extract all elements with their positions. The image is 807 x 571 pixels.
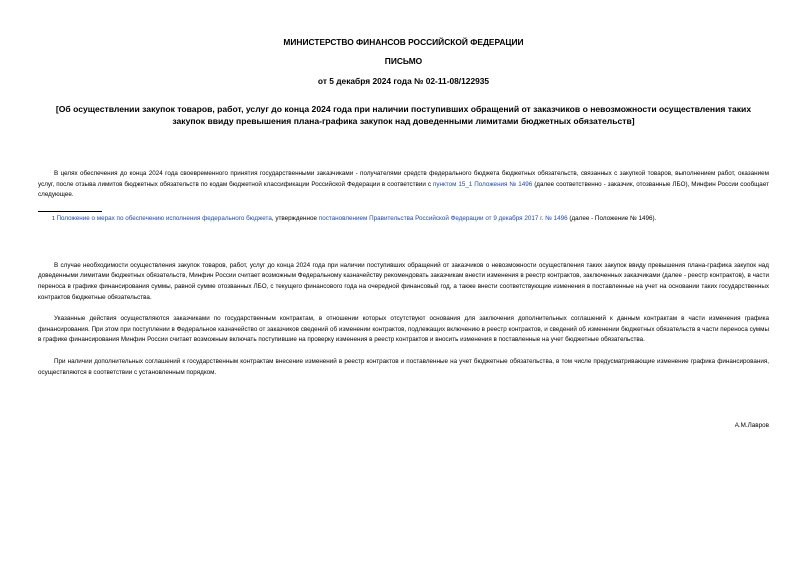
paragraph-intro-text-2: (далее соответственно - заказчик, отозванные ЛБО), Минфин России сообщает следующее. — [38, 180, 769, 199]
footnote — [38, 214, 769, 224]
document-type: ПИСЬМО — [384, 56, 423, 66]
document-title: [Об осуществлении закупок товаров, работ, услуг до конца 2024 года при наличии поступивших обращений от заказчиков о невозможности осуществления таких закупок ввиду превышения плана-графика закупок над доведенными лимитами бюджетных обязательств] — [55, 104, 752, 126]
paragraph-intro — [38, 169, 769, 201]
link-postanovlenie[interactable]: постановлением Правительства Российской Федерации от 9 декабря 2017 г. № 1496 — [318, 214, 568, 222]
link-polozhenie[interactable]: Положение о мерах по обеспечению исполнения федерального бюджета — [56, 214, 272, 222]
footnote-divider — [38, 211, 102, 212]
paragraph-2: В случае необходимости осуществления закупок товаров, работ, услуг до конца 2024 года при наличии поступивших обращений от заказчиков о невозможности осуществления таких закупок ввиду превышения плана-графика закупок над доведенными лимитами бюджетных обязательств, Минфин России считает возможным Федеральному казначейству рекомендовать заказчикам внести изменения в реестр контрактов, заключенных заказчиками (далее - реестр контрактов), в части переноса в графике финансирования суммы, равной сумме отозванных ЛБО, с текущего финансового года на очередной финансовый год, а также внести соответствующие изменения в поставленные на учет на основании таких государственных контрактов бюджетные обязательства. — [38, 261, 769, 301]
ministry-name: МИНИСТЕРСТВО ФИНАНСОВ РОССИЙСКОЙ ФЕДЕРАЦИИ — [283, 37, 524, 47]
document-date-number: от 5 декабря 2024 года № 02-11-08/122935 — [317, 76, 490, 86]
paragraph-intro-text-1: В целях обеспечения до конца 2024 года своевременного принятия государственными заказчиками - получателями средств федерального бюджета бюджетных обязательств, связанных с закупкой товаров, выполнением работ, оказанием услуг, после отзыва лимитов бюджетных обязательств по кодам бюджетной классификации Российской Федерации в соответствии с — [38, 170, 769, 188]
document-body — [38, 169, 769, 432]
signer-name: А.М.Лавров — [734, 422, 769, 430]
paragraph-4: При наличии дополнительных соглашений к государственным контрактам внесение изменений в реестр контрактов и поставленные на учет бюджетные обязательства, в том числе предусматривающие изменение графика финансирования, осуществляются в соответствии с установленным порядком. — [38, 357, 769, 376]
paragraph-3: Указанные действия осуществляются заказчиками по государственным контрактам, в отношении которых отсутствуют основания для заключения дополнительных соглашений к данным контрактам в части изменения графика финансирования. При этом при поступлении в Федеральное казначейство от заказчиков сведений об изменении контрактов, подлежащих включению в реестр контрактов, и сведений об изменении бюджетных обязательств в части переноса суммы в графике финансирования Минфин России считает возможным включать поступившие на проверку изменения в реестр контрактов и вносить изменения в поставленные на учет бюджетные обязательства. — [38, 315, 769, 344]
footnote-mark: 1 — [52, 215, 55, 222]
footnote-text-1: , утвержденное — [271, 214, 319, 222]
link-punkt-15-1[interactable]: пунктом 15_1 Положения № 1496 — [432, 180, 533, 188]
footnote-text-2: (далее - Положение № 1496). — [567, 214, 657, 222]
